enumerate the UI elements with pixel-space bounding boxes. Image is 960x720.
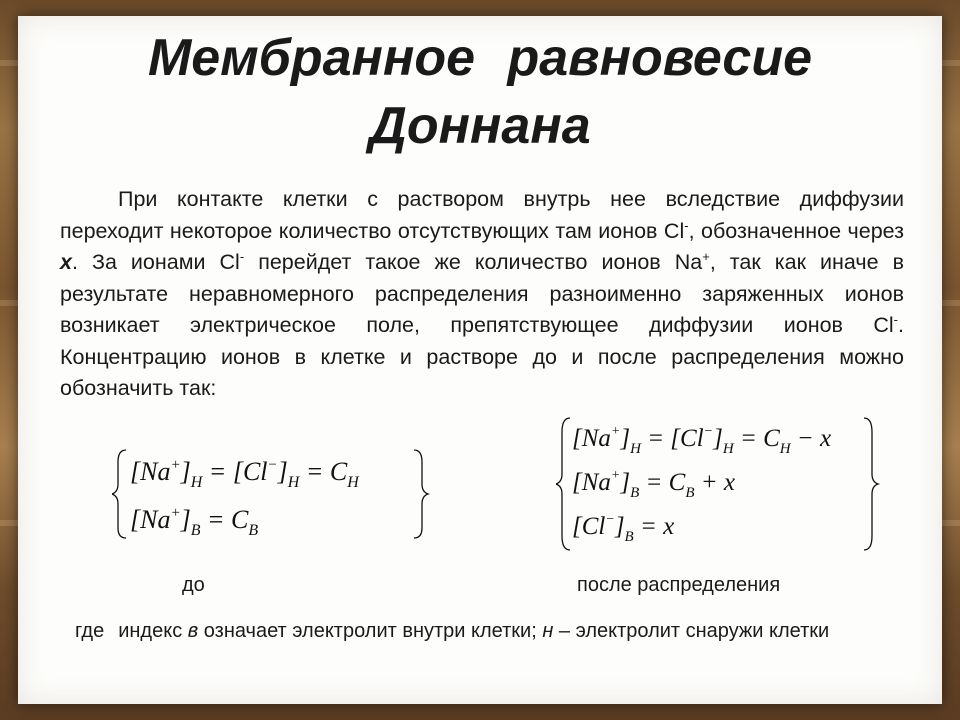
- footnote: где индекс в означает электролит внутри клетки; н – электролит снаружи клетки: [75, 620, 830, 642]
- left-brace-icon: [112, 450, 126, 538]
- slide-title-line1: Мембранное равновесие: [147, 29, 813, 87]
- svg-text:[Na+]B = CB: $[Na^+]_B = C_B$: [130, 505, 259, 539]
- before-label: до: [182, 574, 205, 596]
- left-brace-icon: [556, 418, 570, 550]
- svg-text:[Na+]H = [Cl−]H = CH − x: $[Na^+]_H = [Cl^-]_H = C_H - x$: [572, 424, 832, 457]
- svg-text:[Na+]B = CB + x: $[Na^+]_B = C_B + x$: [572, 468, 735, 501]
- equation-after: [556, 414, 886, 559]
- main-paragraph: При контакте клетки с раствором внутрь нее вследствие диффузии переходит некоторое количество отсутствующих там ионов Cl-, обозначенное через x. За ионами Cl- перейдет такое же количество ионов Na+, так как иначе в результате неравномерного распределения разноименно заряженных ионов возникает электрическое поле, препятствующее диффузии ионов Cl-. Концентрацию ионов в клетке и растворе до и после распределения можно обозначить так:: [60, 187, 905, 400]
- right-brace-icon: [414, 450, 428, 538]
- svg-text:[Na+]H = [Cl−]H = CH: $[Na^+]_H = [Cl^-]_H = C_H$: [130, 457, 359, 491]
- after-label: после распределения: [577, 574, 781, 596]
- slide-title-line2: Доннана: [369, 97, 591, 155]
- svg-text:[Cl−]B = x: $[Cl^-]_B = x$: [572, 512, 675, 545]
- equation-before: [112, 444, 442, 549]
- right-brace-icon: [864, 418, 878, 550]
